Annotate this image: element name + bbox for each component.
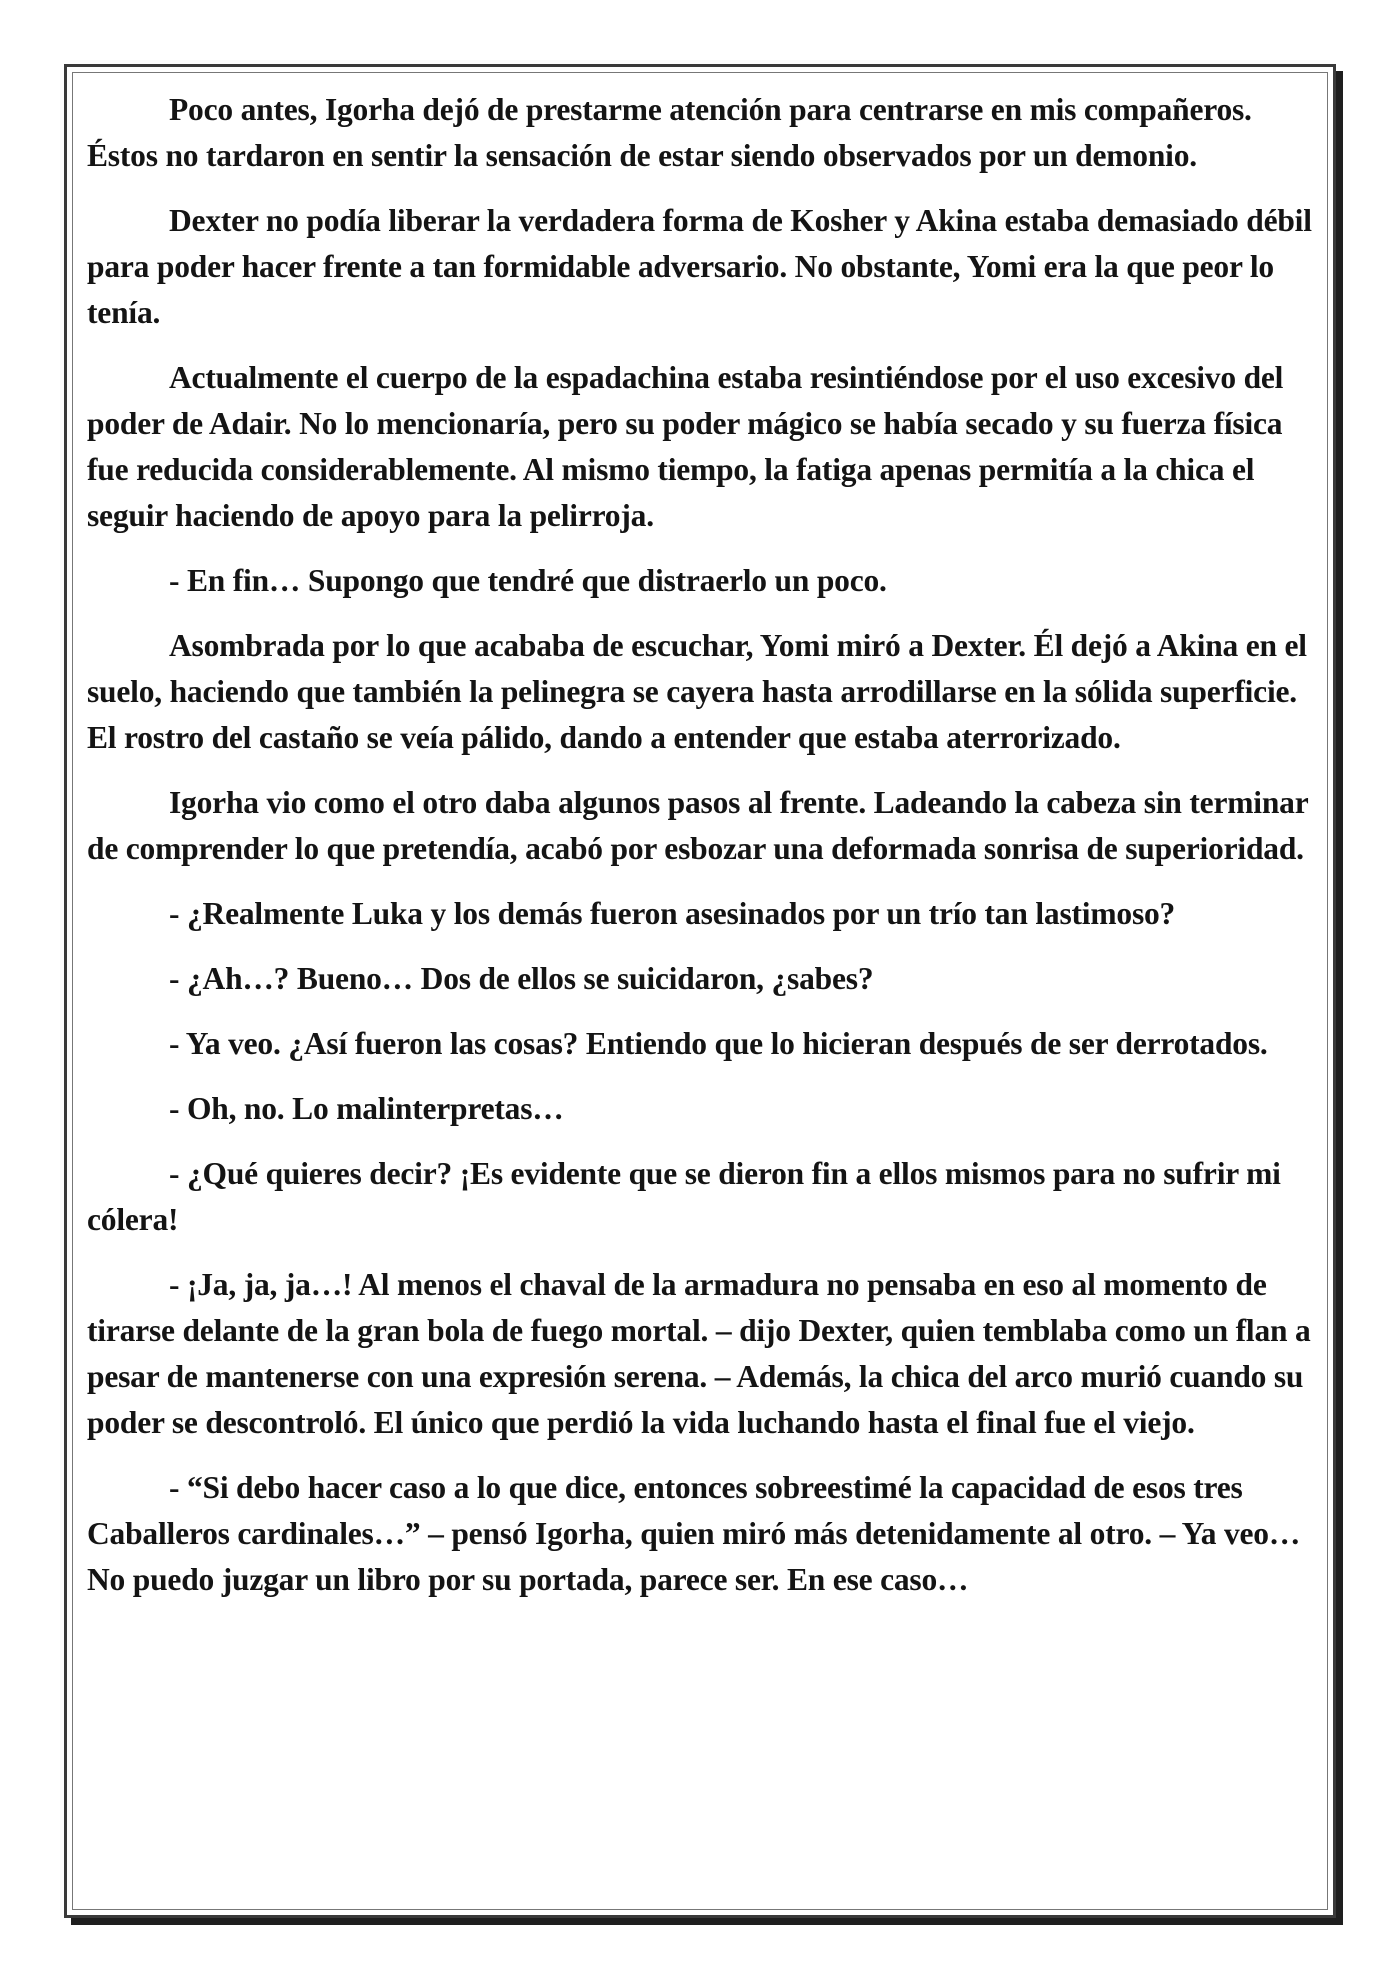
paragraph: Poco antes, Igorha dejó de prestarme atención para centrarse en mis compañeros. Éstos no tardaron en sentir la sensación de estar siendo observados por un demonio. (87, 92, 1252, 173)
text-body (87, 87, 1319, 1895)
dialogue-line: - ¿Qué quieres decir? ¡Es evidente que se dieron fin a ellos mismos para no sufrir mi cólera! (87, 1156, 1281, 1237)
paragraph: Actualmente el cuerpo de la espadachina estaba resintiéndose por el uso excesivo del poder de Adair. No lo mencionaría, pero su poder mágico se había secado y su fuerza física fue reducida considerablemente. Al mismo tiempo, la fatiga apenas permitía a la chica el seguir haciendo de apoyo para la pelirroja. (87, 360, 1284, 533)
dialogue-line: - Oh, no. Lo malinterpretas… (169, 1091, 564, 1126)
paragraph: Asombrada por lo que acababa de escuchar, Yomi miró a Dexter. Él dejó a Akina en el suelo, haciendo que también la pelinegra se cayera hasta arrodillarse en la sólida superficie. El rostro del castaño se veía pálido, dando a entender que estaba aterrorizado. (87, 628, 1307, 755)
dialogue-line: - ¿Realmente Luka y los demás fueron asesinados por un trío tan lastimoso? (169, 896, 1176, 931)
dialogue-line: - “Si debo hacer caso a lo que dice, entonces sobreestimé la capacidad de esos tres Caballeros cardinales…” – pensó Igorha, quien miró más detenidamente al otro. – Ya veo… No puedo juzgar un libro por su portada, parece ser. En ese caso… (87, 1470, 1301, 1597)
dialogue-line: - Ya veo. ¿Así fueron las cosas? Entiendo que lo hicieran después de ser derrotados. (169, 1026, 1268, 1061)
dialogue-line: - En fin… Supongo que tendré que distraerlo un poco. (169, 563, 887, 598)
paragraph: Dexter no podía liberar la verdadera forma de Kosher y Akina estaba demasiado débil para poder hacer frente a tan formidable adversario. No obstante, Yomi era la que peor lo tenía. (87, 203, 1312, 330)
page-border-frame (64, 64, 1336, 1918)
paragraph: Igorha vio como el otro daba algunos pasos al frente. Ladeando la cabeza sin terminar de comprender lo que pretendía, acabó por esbozar una deformada sonrisa de superioridad. (87, 785, 1308, 866)
dialogue-line: - ¡Ja, ja, ja…! Al menos el chaval de la armadura no pensaba en eso al momento de tirarse delante de la gran bola de fuego mortal. – dijo Dexter, quien temblaba como un flan a pesar de mantenerse con una expresión serena. – Además, la chica del arco murió cuando su poder se descontroló. El único que perdió la vida luchando hasta el final fue el viejo. (87, 1267, 1311, 1440)
dialogue-line: - ¿Ah…? Bueno… Dos de ellos se suicidaron, ¿sabes? (169, 961, 874, 996)
